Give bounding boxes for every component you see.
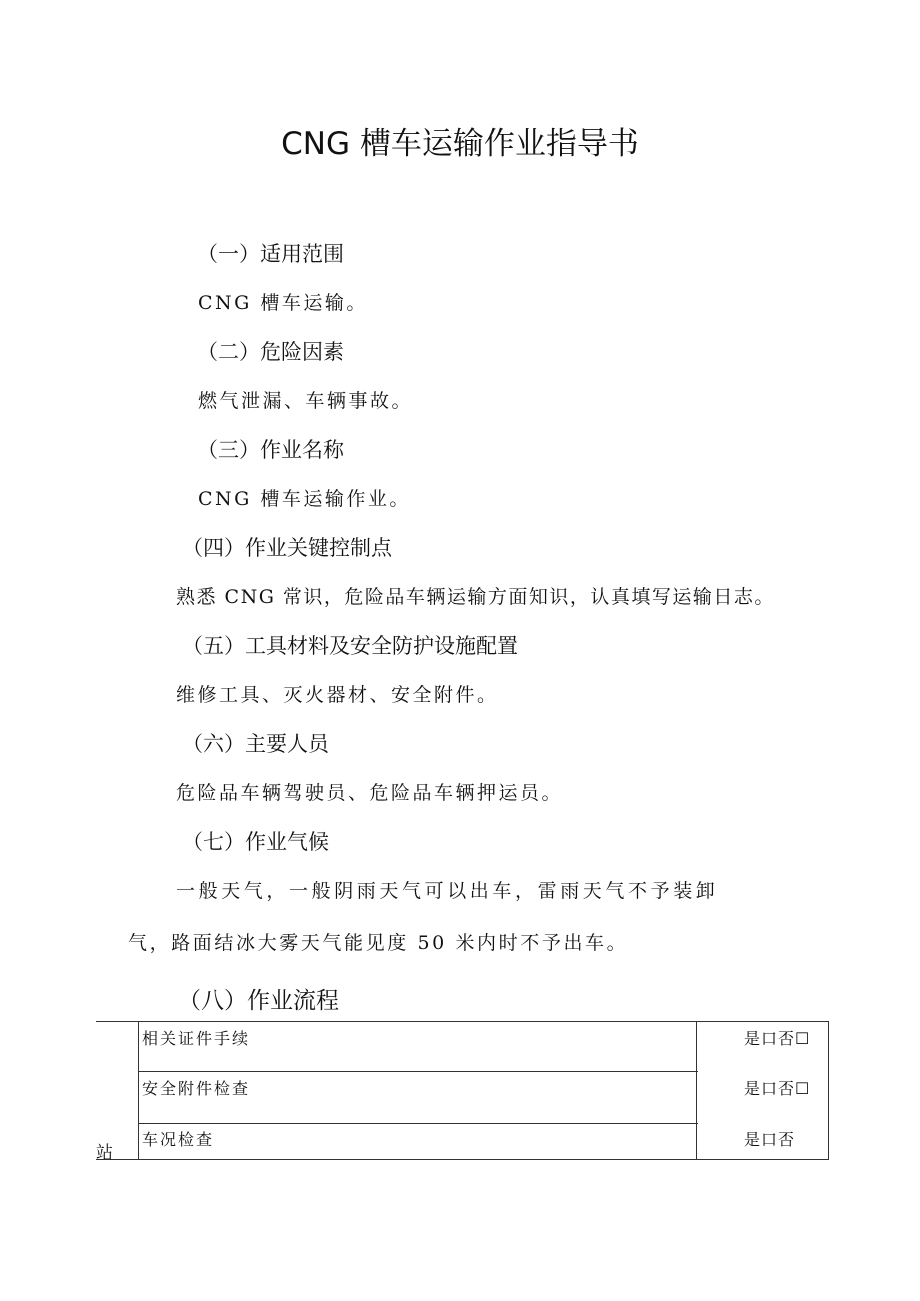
section-3-heading: （三）作业名称 (197, 438, 344, 462)
section-5-heading: （五）工具材料及安全防护设施配置 (182, 634, 518, 658)
table-station-divider (138, 1021, 139, 1160)
table-row-divider (138, 1071, 698, 1072)
section-1-heading: （一）适用范围 (197, 242, 344, 266)
table-row-divider (138, 1123, 698, 1124)
process-heading: （八）作业流程 (178, 988, 339, 1014)
section-2-heading: （二）危险因素 (197, 340, 344, 364)
section-5-text: 维修工具、灭火器材、安全附件。 (176, 684, 499, 706)
table-bottom-border (96, 1159, 829, 1160)
table-row-item: 安全附件检查 (142, 1079, 251, 1098)
table-row-check: 是口否 (744, 1130, 796, 1149)
table-row-check: 是口否☐ (744, 1029, 811, 1048)
table-check-divider (696, 1021, 697, 1160)
table-row-item: 车况检查 (142, 1130, 215, 1149)
section-6-text: 危险品车辆驾驶员、危险品车辆押运员。 (176, 782, 564, 804)
table-top-border (96, 1021, 829, 1022)
station-label: 站 (96, 1143, 113, 1163)
page-title: CNG 槽车运输作业指导书 (281, 126, 639, 162)
table-right-border (828, 1021, 829, 1160)
section-7-text-line1: 一般天气，一般阴雨天气可以出车，雷雨天气不予装卸 (176, 880, 719, 902)
table-row-item: 相关证件手续 (142, 1029, 251, 1048)
section-4-heading: （四）作业关键控制点 (182, 536, 392, 560)
section-7-text-line2: 气，路面结冰大雾天气能见度 50 米内时不予出车。 (128, 932, 629, 954)
section-6-heading: （六）主要人员 (182, 732, 329, 756)
section-4-text: 熟悉 CNG 常识，危险品车辆运输方面知识，认真填写运输日志。 (176, 586, 775, 608)
section-7-heading: （七）作业气候 (182, 830, 329, 854)
section-1-text: CNG 槽车运输。 (198, 292, 368, 314)
table-row-check: 是口否☐ (744, 1079, 811, 1098)
section-2-text: 燃气泄漏、车辆事故。 (198, 390, 414, 412)
section-3-text: CNG 槽车运输作业。 (198, 488, 411, 510)
